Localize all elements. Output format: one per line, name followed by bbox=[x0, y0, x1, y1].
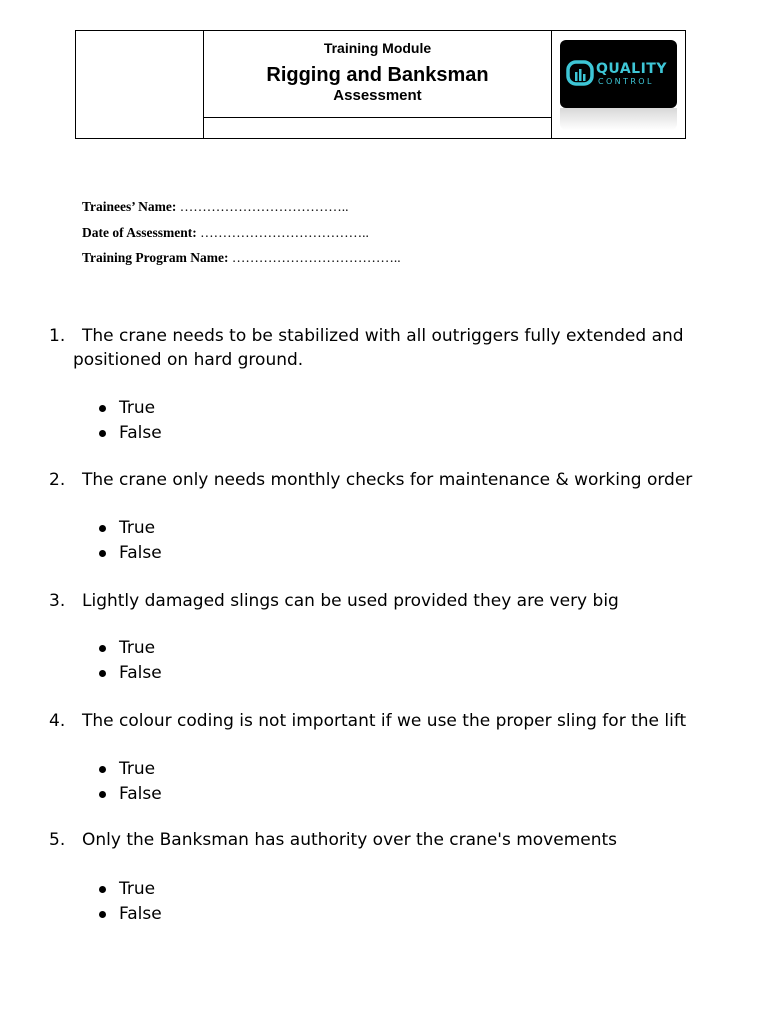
field-dots: ……………………………….. bbox=[231, 250, 401, 265]
question-2 bbox=[49, 468, 729, 492]
option-false[interactable]: False bbox=[97, 541, 162, 566]
field-trainee-name bbox=[82, 199, 348, 215]
logo-reflection bbox=[560, 108, 677, 130]
header-logo-cell bbox=[552, 31, 685, 138]
header-empty-cell bbox=[204, 118, 552, 138]
field-date-of-assessment bbox=[82, 225, 369, 241]
module-label: Training Module bbox=[323, 40, 432, 56]
question-text: The crane only needs monthly checks for maintenance & working order bbox=[82, 470, 693, 490]
option-true[interactable]: True bbox=[97, 516, 162, 541]
question-5-options bbox=[97, 877, 162, 926]
logo-text-control: CONTROL bbox=[598, 77, 654, 86]
option-true[interactable]: True bbox=[97, 757, 162, 782]
option-true[interactable]: True bbox=[97, 396, 162, 421]
option-false[interactable]: False bbox=[97, 661, 162, 686]
question-1-options bbox=[97, 396, 162, 445]
header-table bbox=[75, 30, 686, 139]
question-text: The crane needs to be stabilized with all outriggers fully extended and bbox=[82, 326, 684, 346]
question-number: 5. bbox=[49, 830, 66, 850]
field-training-program-name bbox=[82, 250, 401, 266]
question-text: Only the Banksman has authority over the crane's movements bbox=[82, 830, 618, 850]
field-label: Date of Assessment: bbox=[82, 225, 197, 240]
question-4-options bbox=[97, 757, 162, 806]
question-number: 1. bbox=[49, 326, 66, 346]
question-5 bbox=[49, 828, 729, 852]
question-text-continued: positioned on hard ground. bbox=[73, 350, 304, 370]
option-true[interactable]: True bbox=[97, 636, 162, 661]
option-false[interactable]: False bbox=[97, 782, 162, 807]
quality-control-logo bbox=[560, 40, 677, 108]
question-3 bbox=[49, 589, 729, 613]
option-false[interactable]: False bbox=[97, 902, 162, 927]
header-title-cell bbox=[204, 31, 552, 118]
field-label: Trainees’ Name: bbox=[82, 199, 177, 214]
field-dots: ……………………………….. bbox=[179, 199, 349, 214]
question-2-options bbox=[97, 516, 162, 565]
question-3-options bbox=[97, 636, 162, 685]
logo-mark-icon bbox=[566, 60, 594, 86]
document-subtitle: Assessment bbox=[333, 87, 422, 104]
field-label: Training Program Name: bbox=[82, 250, 229, 265]
header-left-cell bbox=[76, 31, 204, 138]
option-true[interactable]: True bbox=[97, 877, 162, 902]
field-dots: ……………………………….. bbox=[200, 225, 369, 240]
question-number: 4. bbox=[49, 711, 66, 731]
logo-text-quality: QUALITY bbox=[596, 61, 667, 77]
document-title: Rigging and Banksman bbox=[266, 64, 489, 86]
question-text: Lightly damaged slings can be used provided they are very big bbox=[82, 591, 619, 611]
question-1 bbox=[49, 324, 729, 372]
question-text: The colour coding is not important if we use the proper sling for the lift bbox=[82, 711, 687, 731]
question-4 bbox=[49, 709, 729, 733]
question-number: 2. bbox=[49, 470, 66, 490]
question-number: 3. bbox=[49, 591, 66, 611]
option-false[interactable]: False bbox=[97, 421, 162, 446]
